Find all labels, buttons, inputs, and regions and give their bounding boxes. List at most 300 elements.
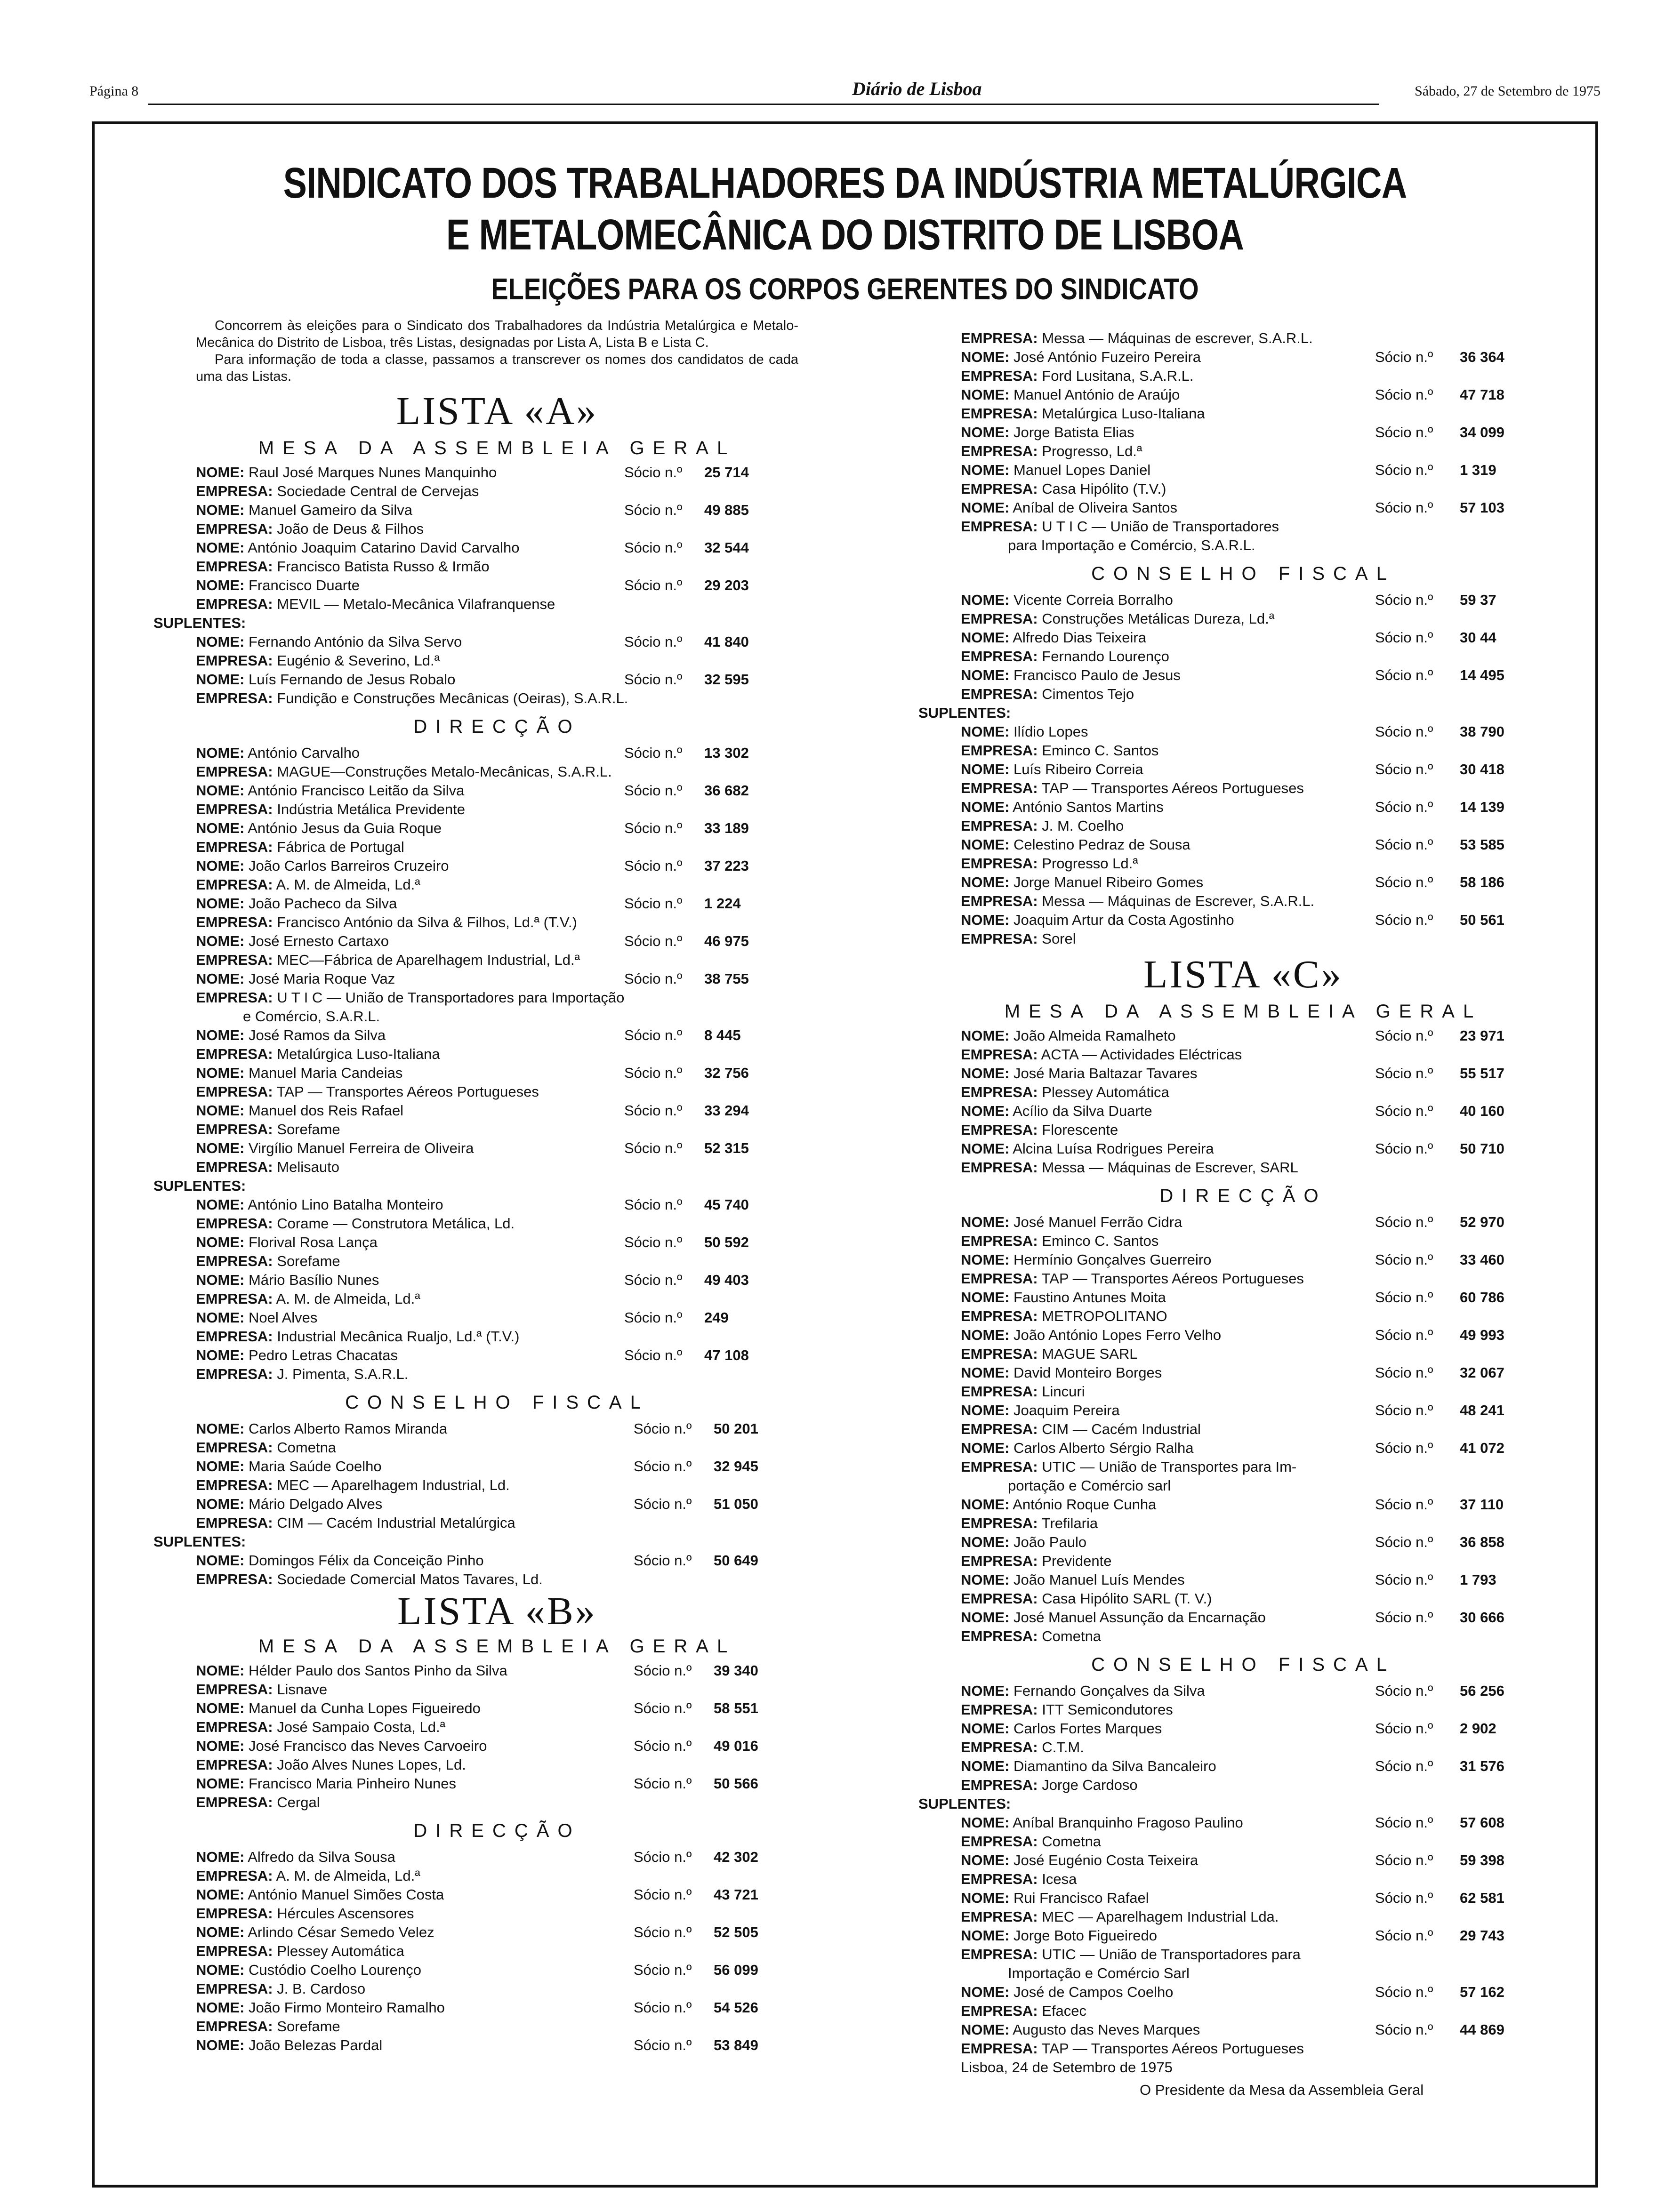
name-label: NOME: [961,1890,1010,1906]
employer-name: J. M. Coelho [1042,817,1124,834]
employer-label: EMPRESA: [961,1459,1038,1475]
employer-label: EMPRESA: [196,1366,273,1382]
candidate-row [961,1439,1573,1458]
employer-row [196,1904,869,1923]
employer-name: ITT Semicondutores [1042,1701,1173,1718]
name-label: NOME: [961,1609,1010,1626]
candidate-name: João Firmo Monteiro Ramalho [248,1999,445,2016]
employer-continuation: portação e Comércio sarl [1008,1477,1171,1494]
entry-block [961,591,1573,704]
socio-label: Sócio n.º [634,1420,692,1437]
socio-number: 33 189 [704,820,749,836]
employer-name: C.T.M. [1042,1739,1084,1755]
socio-label: Sócio n.º [624,895,683,912]
name-label: NOME: [961,1571,1010,1588]
candidate-row [961,1719,1573,1738]
name-label: NOME: [961,1251,1010,1268]
candidate-name: Pedro Letras Chacatas [248,1347,398,1363]
employer-name: Metalúrgica Luso-Italiana [277,1046,440,1062]
employer-row [196,651,869,670]
section-heading: MESA DA ASSEMBLEIA GERAL [1004,1001,1482,1022]
candidate-row [961,2020,1573,2039]
candidate-row [961,1682,1573,1700]
candidate-row [961,461,1573,480]
socio-number: 32 945 [714,1458,758,1475]
socio-label: Sócio n.º [624,820,683,836]
socio-label: Sócio n.º [1375,1852,1433,1868]
employer-row [961,1552,1573,1571]
socio-label: Sócio n.º [1375,1327,1433,1343]
employer-row [196,838,869,857]
candidate-row [961,873,1573,892]
employer-label: EMPRESA: [196,1867,273,1884]
socio-number: 46 975 [704,933,749,949]
socio-label: Sócio n.º [624,1102,683,1119]
employer-row [196,1718,869,1737]
socio-number: 29 743 [1460,1927,1504,1944]
employer-label: EMPRESA: [196,1681,273,1698]
candidate-name: João Paulo [1013,1534,1087,1550]
lista-b-title: LISTA «B» [397,1589,597,1633]
socio-number: 40 160 [1460,1103,1504,1119]
candidate-name: Mário Basílio Nunes [248,1272,379,1288]
employer-label: EMPRESA: [196,1253,273,1269]
employer-name: ACTA — Actividades Eléctricas [1041,1046,1242,1063]
candidate-row [196,744,869,762]
candidate-row [961,348,1573,367]
socio-number: 31 576 [1460,1758,1504,1774]
employer-label: EMPRESA: [961,2040,1038,2057]
socio-label: Sócio n.º [1375,1496,1433,1513]
employer-row [196,1252,869,1271]
name-label: NOME: [196,2037,245,2053]
employer-name: Sorefame [277,1121,340,1138]
employer-row [961,1700,1573,1719]
employer-row [196,1570,869,1589]
section-heading: MESA DA ASSEMBLEIA GERAL [258,1636,736,1657]
socio-number: 14 495 [1460,667,1504,683]
candidate-row [196,1774,869,1793]
employer-name: Jorge Cardoso [1042,1777,1138,1793]
candidate-row [196,463,869,482]
name-label: NOME: [961,424,1010,441]
socio-label: Sócio n.º [1375,1534,1433,1550]
employer-row [961,1345,1573,1363]
employer-label: EMPRESA: [196,1756,273,1773]
employer-name: METROPOLITANO [1042,1308,1167,1324]
employer-label: EMPRESA: [196,989,273,1006]
suplentes-label: SUPLENTES: [918,705,1011,721]
name-label: NOME: [196,1662,245,1679]
candidate-row [196,781,869,800]
employer-name: Casa Hipólito SARL (T. V.) [1042,1590,1212,1607]
socio-number: 52 970 [1460,1214,1504,1230]
socio-label: Sócio n.º [624,1272,683,1288]
employer-label: EMPRESA: [961,1908,1038,1925]
employer-label: EMPRESA: [196,1515,273,1531]
employer-name: Cometna [1042,1628,1102,1644]
candidate-row [961,911,1573,930]
candidate-name: Manuel da Cunha Lopes Figueiredo [248,1700,481,1716]
suplentes-block [153,1177,869,1384]
employer-label: EMPRESA: [961,330,1038,346]
candidate-name: Luís Ribeiro Correia [1013,761,1143,777]
employer-label: EMPRESA: [196,1943,273,1959]
employer-label: EMPRESA: [961,648,1038,665]
employer-name: Francisco António da Silva & Filhos, Ld.ª (T.V.) [277,914,577,930]
candidate-name: José Maria Roque Vaz [248,970,395,987]
candidate-name: Augusto das Neves Marques [1013,2021,1200,2038]
candidate-name: José Maria Baltazar Tavares [1013,1065,1198,1082]
socio-label: Sócio n.º [624,671,683,688]
employer-name: U T I C — União de Transportadores para Importação [277,989,625,1006]
candidate-row [196,932,869,951]
name-label: NOME: [196,502,245,518]
employer-row [196,1942,869,1961]
name-label: NOME: [196,577,245,593]
employer-name: Francisco Batista Russo & Irmão [277,558,490,575]
candidate-name: Joaquim Artur da Costa Agostinho [1013,912,1234,928]
employer-name: Sorefame [277,2018,340,2035]
employer-row [961,404,1573,423]
lista-a-title: LISTA «A» [396,389,598,433]
name-label: NOME: [961,1852,1010,1868]
socio-number: 53 849 [714,2037,758,2053]
employer-row [196,1680,869,1699]
socio-label: Sócio n.º [624,1309,683,1326]
candidate-row [961,1983,1573,2002]
socio-number: 41 072 [1460,1440,1504,1456]
employer-label: EMPRESA: [961,930,1038,947]
candidate-name: José António Fuzeiro Pereira [1013,349,1201,365]
name-label: NOME: [961,761,1010,777]
employer-row [961,1269,1573,1288]
socio-label: Sócio n.º [1375,1984,1433,2000]
name-label: NOME: [961,836,1010,853]
employer-name: Eminco C. Santos [1042,742,1159,759]
employer-name: Cimentos Tejo [1042,686,1134,702]
employer-label: EMPRESA: [961,1833,1038,1850]
employer-label: EMPRESA: [196,1083,273,1100]
section-heading: DIRECÇÃO [413,716,581,737]
employer-name: Sorefame [277,1253,340,1269]
newspaper-name: Diário de Lisboa [852,78,982,99]
candidate-row [961,666,1573,685]
candidate-row [961,1288,1573,1307]
employer-row [196,1365,869,1384]
socio-label: Sócio n.º [634,1700,692,1716]
candidate-name: Raul José Marques Nunes Manquinho [248,464,497,481]
employer-row [196,1793,869,1812]
employer-row [961,1083,1573,1102]
suplentes-label: SUPLENTES: [153,1178,246,1194]
candidate-name: Alcina Luísa Rodrigues Pereira [1013,1140,1214,1157]
employer-label: EMPRESA: [961,1383,1038,1400]
candidate-name: Hermínio Gonçalves Guerreiro [1013,1251,1212,1268]
employer-name: Eminco C. Santos [1042,1233,1159,1249]
employer-row [196,1438,869,1457]
candidate-row [196,1101,869,1120]
candidate-name: Ilídio Lopes [1013,723,1088,740]
employer-name: Plessey Automática [277,1943,404,1959]
employer-name: UTIC — União de Transportes para Im- [1042,1459,1297,1475]
employer-name: Messa — Máquinas de Escrever, SARL [1042,1159,1298,1176]
socio-label: Sócio n.º [624,1065,683,1081]
socio-number: 29 203 [704,577,749,593]
employer-name: Messa — Máquinas de escrever, S.A.R.L. [1042,330,1313,346]
employer-row [961,1121,1573,1139]
socio-number: 55 517 [1460,1065,1504,1082]
candidate-name: João António Lopes Ferro Velho [1013,1327,1222,1343]
employer-label: EMPRESA: [961,443,1038,459]
socio-number: 1 319 [1460,462,1496,478]
candidate-name: Alfredo Dias Teixeira [1013,629,1146,646]
name-label: NOME: [196,1775,245,1792]
name-label: NOME: [961,462,1010,478]
socio-label: Sócio n.º [634,1849,692,1865]
employer-label: EMPRESA: [196,1905,273,1922]
candidate-row [961,1102,1573,1121]
employer-name: Indústria Metálica Previdente [277,801,466,817]
section-heading: CONSELHO FISCAL [1091,563,1395,584]
headline-subtitle: ELEIÇÕES PARA OS CORPOS GERENTES DO SINDICATO [491,272,1199,306]
socio-label: Sócio n.º [1375,1402,1433,1419]
name-label: NOME: [961,592,1010,608]
candidate-row [961,385,1573,404]
socio-number: 48 241 [1460,1402,1504,1419]
candidate-name: David Monteiro Borges [1013,1364,1162,1381]
suplentes-block [918,1795,1573,2058]
entry-block [153,1419,869,1532]
employer-name: Ford Lusitana, S.A.R.L. [1042,368,1194,384]
name-label: NOME: [961,1327,1010,1343]
candidate-name: Francisco Duarte [248,577,360,593]
employer-name: Industrial Mecânica Rualjo, Ld.ª (T.V.) [277,1328,520,1345]
employer-row [196,1514,869,1532]
socio-number: 42 302 [714,1849,758,1865]
candidate-name: Alfredo da Silva Sousa [248,1849,395,1865]
candidate-name: Francisco Paulo de Jesus [1013,667,1181,683]
name-label: NOME: [961,1402,1010,1419]
candidate-row [961,835,1573,854]
employer-row [961,1776,1573,1795]
employer-name: Efacec [1042,2003,1087,2019]
employer-label: EMPRESA: [196,1980,273,1997]
socio-number: 50 561 [1460,912,1504,928]
suplentes-block [918,704,1573,948]
suplentes-label: SUPLENTES: [153,615,246,631]
candidate-row [961,1495,1573,1514]
name-label: NOME: [196,782,245,799]
employer-continuation: Importação e Comércio Sarl [1008,1965,1190,1981]
employer-row [961,647,1573,666]
employer-name: Metalúrgica Luso-Italiana [1042,405,1205,422]
name-label: NOME: [196,1700,245,1716]
employer-label: EMPRESA: [196,1046,273,1062]
employer-row [961,1514,1573,1533]
employer-row [961,442,1573,461]
socio-label: Sócio n.º [1375,723,1433,740]
employer-row [196,762,869,781]
socio-label: Sócio n.º [624,464,683,481]
employer-label: EMPRESA: [196,558,273,575]
socio-number: 249 [704,1309,729,1326]
candidate-row [196,894,869,913]
employer-name: J. Pimenta, S.A.R.L. [277,1366,409,1382]
employer-name: Eugénio & Severino, Ld.ª [277,652,440,669]
name-label: NOME: [196,1886,245,1903]
employer-row [961,892,1573,911]
employer-name: Cometna [1042,1833,1102,1850]
socio-number: 8 445 [704,1027,741,1043]
socio-label: Sócio n.º [1375,1890,1433,1906]
candidate-name: Aníbal de Oliveira Santos [1013,499,1178,516]
employer-name: CIM — Cacém Industrial [1042,1421,1201,1437]
employer-row [196,1158,869,1177]
name-label: NOME: [196,1962,245,1978]
socio-number: 33 294 [704,1102,749,1119]
candidate-name: João Pacheco da Silva [248,895,397,912]
employer-name: A. M. de Almeida, Ld.ª [276,1867,420,1884]
candidate-name: Hélder Paulo dos Santos Pinho da Silva [248,1662,507,1679]
socio-number: 47 718 [1460,386,1504,403]
employer-label: EMPRESA: [196,914,273,930]
candidate-row [196,1233,869,1252]
name-label: NOME: [196,1102,245,1119]
employer-label: EMPRESA: [961,1233,1038,1249]
name-label: NOME: [961,912,1010,928]
employer-row [961,517,1573,536]
candidate-name: Manuel Lopes Daniel [1013,462,1151,478]
name-label: NOME: [196,1309,245,1326]
socio-number: 23 971 [1460,1027,1504,1044]
candidate-row [961,628,1573,647]
employer-row [961,854,1573,873]
candidate-name: João Belezas Pardal [248,2037,383,2053]
socio-number: 50 592 [704,1234,749,1250]
entry-block [961,1682,1573,1795]
employer-row [961,1158,1573,1177]
name-label: NOME: [961,499,1010,516]
employer-name: João Alves Nunes Lopes, Ld. [277,1756,466,1773]
socio-number: 58 551 [714,1700,758,1716]
socio-number: 57 608 [1460,1814,1504,1831]
section-heading: CONSELHO FISCAL [345,1392,649,1413]
employer-row [196,520,869,538]
employer-row [961,2002,1573,2020]
employer-name: Melisauto [277,1159,339,1175]
candidate-row [196,633,869,651]
employer-label: EMPRESA: [196,1477,273,1493]
employer-label: EMPRESA: [961,1122,1038,1138]
candidate-name: Carlos Alberto Sérgio Ralha [1013,1440,1194,1456]
employer-row [196,800,869,819]
socio-label: Sócio n.º [624,1027,683,1043]
socio-label: Sócio n.º [634,1552,692,1569]
employer-row [196,875,869,894]
employer-row [196,2017,869,2036]
name-label: NOME: [196,1140,245,1156]
name-label: NOME: [196,820,245,836]
name-label: NOME: [961,1814,1010,1831]
socio-number: 50 201 [714,1420,758,1437]
employer-name: MEVIL — Metalo-Mecânica Vilafranquense [277,596,555,612]
employer-row [961,817,1573,835]
employer-label: EMPRESA: [196,952,273,968]
employer-label: EMPRESA: [961,1421,1038,1437]
socio-label: Sócio n.º [634,1886,692,1903]
socio-label: Sócio n.º [624,1196,683,1213]
employer-name: U T I C — União de Transportadores [1042,518,1279,535]
candidate-row [961,423,1573,442]
candidate-row [961,1608,1573,1627]
employer-label: EMPRESA: [961,518,1038,535]
candidate-row [196,501,869,520]
masthead [89,78,1601,120]
employer-name: Fundição e Construções Mecânicas (Oeiras), S.A.R.L. [277,690,628,706]
socio-number: 53 585 [1460,836,1504,853]
name-label: NOME: [196,1196,245,1213]
name-label: NOME: [196,1234,245,1250]
candidate-name: José Manuel Ferrão Cidra [1013,1214,1182,1230]
suplentes-label: SUPLENTES: [153,1533,246,1550]
employer-label: EMPRESA: [196,1121,273,1138]
candidate-name: António Jesus da Guia Roque [248,820,442,836]
candidate-row [961,760,1573,779]
employer-label: EMPRESA: [961,686,1038,702]
socio-label: Sócio n.º [624,1234,683,1250]
candidate-row [961,1889,1573,1907]
name-label: NOME: [196,895,245,912]
employer-label: EMPRESA: [196,1719,273,1735]
employer-row [196,1290,869,1308]
socio-label: Sócio n.º [634,1738,692,1754]
socio-label: Sócio n.º [1375,1758,1433,1774]
employer-name: Hércules Ascensores [277,1905,414,1922]
name-label: NOME: [961,386,1010,403]
employer-name: MAGUE—Construções Metalo-Mecânicas, S.A.R.L. [277,763,612,780]
entry-block [961,329,1573,555]
socio-number: 47 108 [704,1347,749,1363]
socio-number: 49 885 [704,502,749,518]
section-heading: MESA DA ASSEMBLEIA GERAL [258,438,736,458]
section-heading: CONSELHO FISCAL [1091,1654,1395,1675]
socio-label: Sócio n.º [1375,1140,1433,1157]
employer-name: Florescente [1042,1122,1118,1138]
name-label: NOME: [196,1999,245,2016]
left-column [153,317,869,2055]
employer-row [196,689,869,708]
socio-label: Sócio n.º [624,1140,683,1156]
section-heading: DIRECÇÃO [413,1820,581,1841]
employer-label: EMPRESA: [196,690,273,706]
name-label: NOME: [196,970,245,987]
intro-text [153,317,798,385]
socio-number: 32 595 [704,671,749,688]
candidate-name: Rui Francisco Rafael [1013,1890,1149,1906]
employer-row [196,1476,869,1495]
employer-label: EMPRESA: [961,1628,1038,1644]
candidate-row [961,1213,1573,1232]
socio-label: Sócio n.º [1375,1027,1433,1044]
employer-label: EMPRESA: [961,855,1038,872]
socio-number: 49 403 [704,1272,749,1288]
employer-name: TAP — Transportes Aéreos Portugueses [1041,2040,1304,2057]
employer-name: Previdente [1042,1553,1112,1569]
candidate-name: Diamantino da Silva Bancaleiro [1013,1758,1216,1774]
candidate-row [961,1571,1573,1589]
socio-number: 58 186 [1460,874,1504,890]
